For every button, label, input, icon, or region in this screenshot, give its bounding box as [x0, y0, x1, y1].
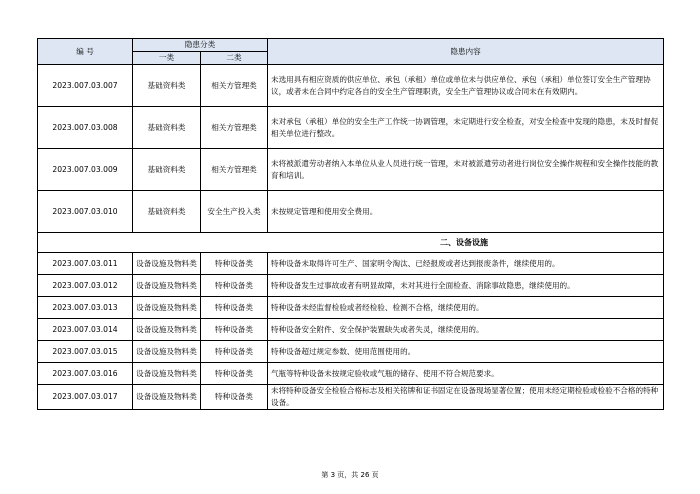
row-code: 2023.007.03.014 [38, 319, 133, 341]
row-code: 2023.007.03.016 [38, 363, 133, 385]
row-code: 2023.007.03.017 [38, 385, 133, 410]
row-code: 2023.007.03.007 [38, 65, 133, 107]
table-row [38, 341, 664, 363]
row-code: 2023.007.03.010 [38, 191, 133, 233]
table-row [38, 319, 664, 341]
row-code: 2023.007.03.012 [38, 275, 133, 297]
row-cat1: 基础资料类 [133, 107, 201, 149]
row-content: 未将被派遣劳动者纳入本单位从业人员进行统一管理，未对被派遣劳动者进行岗位安全操作规程和安全操作技能的教育和培训。 [268, 149, 664, 191]
hazard-table [37, 38, 664, 410]
table-row [38, 65, 664, 107]
row-cat1: 设备设施及物料类 [133, 363, 201, 385]
row-cat1: 基础资料类 [133, 191, 201, 233]
row-cat2: 相关方管理类 [201, 65, 268, 107]
row-cat2: 安全生产投入类 [201, 191, 268, 233]
header-cat1: 一类 [133, 52, 201, 65]
row-cat2: 特种设备类 [201, 319, 268, 341]
row-cat2: 相关方管理类 [201, 107, 268, 149]
header-category-group: 隐患分类 [133, 39, 268, 52]
row-content: 特种设备未经监督检验或者经检验、检测不合格，继续使用的。 [268, 297, 664, 319]
table-row [38, 253, 664, 275]
row-cat2: 特种设备类 [201, 297, 268, 319]
row-content: 特种设备发生过事故或者有明显故障，未对其进行全面检查、消除事故隐患，继续使用的。 [268, 275, 664, 297]
row-cat2: 特种设备类 [201, 253, 268, 275]
row-code: 2023.007.03.008 [38, 107, 133, 149]
row-cat1: 设备设施及物料类 [133, 253, 201, 275]
row-content: 特种设备超过规定参数、使用范围使用的。 [268, 341, 664, 363]
row-code: 2023.007.03.015 [38, 341, 133, 363]
row-cat2: 特种设备类 [201, 363, 268, 385]
row-content: 特种设备未取得许可生产、国家明令淘汰、已经报废或者达到报废条件，继续使用的。 [268, 253, 664, 275]
row-cat1: 基础资料类 [133, 149, 201, 191]
table-row [38, 107, 664, 149]
table-row [38, 191, 664, 233]
header-cat2: 二类 [201, 52, 268, 65]
row-content: 未对承包（承租）单位的安全生产工作统一协调管理，未定期进行安全检查，对安全检查中发现的隐患，未及时督促相关单位进行整改。 [268, 107, 664, 149]
row-cat2: 相关方管理类 [201, 149, 268, 191]
table-row [38, 275, 664, 297]
row-cat2: 特种设备类 [201, 275, 268, 297]
page-footer: 第 3 页，共 26 页 [321, 471, 379, 479]
row-cat1: 设备设施及物料类 [133, 341, 201, 363]
row-cat1: 设备设施及物料类 [133, 297, 201, 319]
row-code: 2023.007.03.009 [38, 149, 133, 191]
table-row [38, 363, 664, 385]
row-code: 2023.007.03.011 [38, 253, 133, 275]
table-header [38, 39, 664, 65]
row-content: 未选用具有相应资质的供应单位、承包（承租）单位或单位未与供应单位、承包（承租）单位签订安全生产管理协议，或者未在合同中约定各自的安全生产管理职责，安全生产管理协议或合同未在有效期内。 [268, 65, 664, 107]
table-row [38, 297, 664, 319]
row-content: 特种设备安全附件、安全保护装置缺失或者失灵，继续使用的。 [268, 319, 664, 341]
row-code: 2023.007.03.013 [38, 297, 133, 319]
row-cat2: 特种设备类 [201, 341, 268, 363]
row-content: 气瓶等特种设备未按规定验收或气瓶的储存、使用不符合规范要求。 [268, 363, 664, 385]
table-row [38, 385, 664, 410]
header-content: 隐患内容 [268, 39, 664, 65]
table-row [38, 149, 664, 191]
row-cat1: 设备设施及物料类 [133, 385, 201, 410]
row-cat1: 设备设施及物料类 [133, 319, 201, 341]
row-cat1: 基础资料类 [133, 65, 201, 107]
section-title: 二、设备设施 [38, 233, 664, 253]
row-cat1: 设备设施及物料类 [133, 275, 201, 297]
row-cat2: 特种设备类 [201, 385, 268, 410]
row-content: 未将特种设备安全检验合格标志及相关铭牌和证书固定在设备现场显著位置；使用未经定期检验或检验不合格的特种设备。 [268, 385, 664, 410]
row-content: 未按规定管理和使用安全费用。 [268, 191, 664, 233]
section-row [38, 233, 664, 253]
header-code: 编 号 [38, 39, 133, 65]
